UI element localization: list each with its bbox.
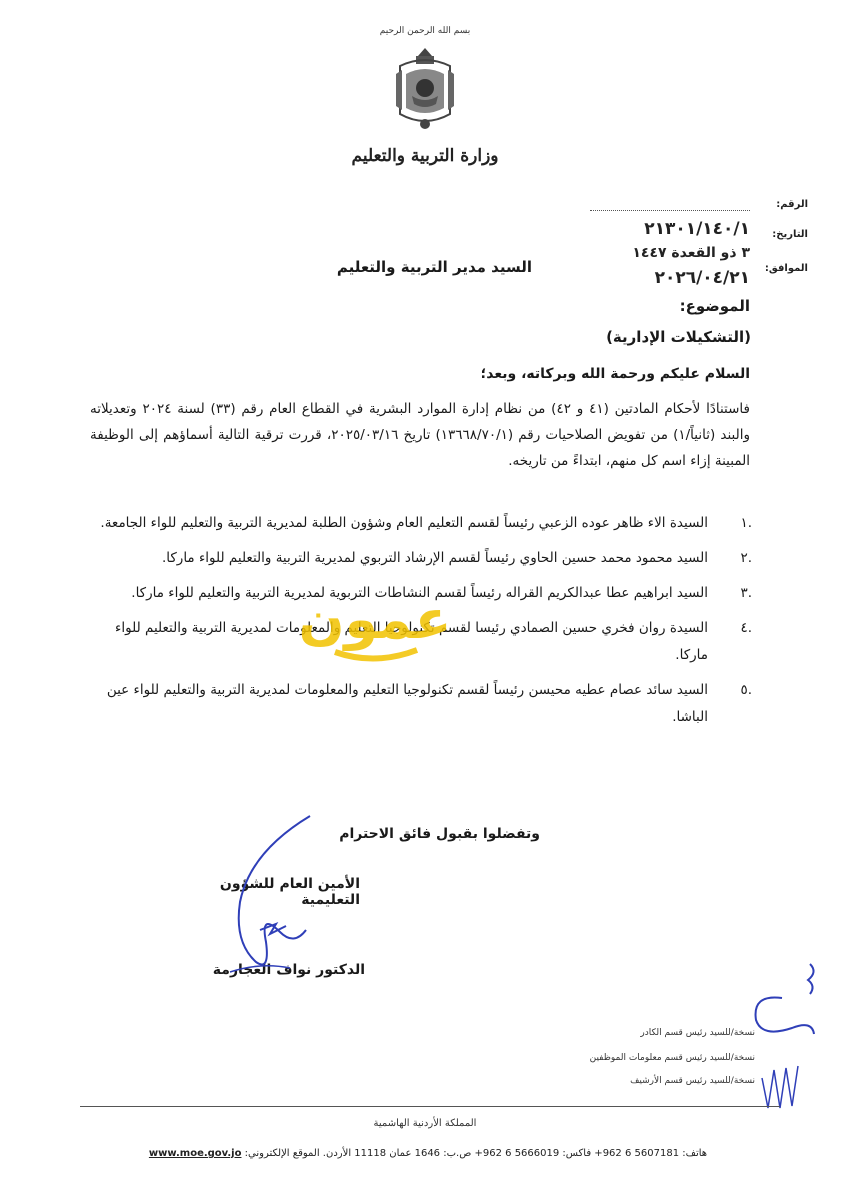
list-item-number: .٣ [740,585,752,601]
closing-phrase: وتفضلوا بقبول فائق الاحترام [339,826,540,842]
signature-icon [210,812,320,982]
initials-signature-icon [722,958,822,1128]
list-item [90,510,752,537]
greeting: السلام عليكم ورحمة الله وبركاته، وبعد؛ [480,366,750,382]
list-item-number: .٥ [740,682,752,698]
reference-number-label: الرقم: [776,199,808,210]
list-item-text: السيد محمود محمد حسين الحاوي رئيساً لقسم الإرشاد التربوي لمديرية التربية والتعليم للواء ماركا. [161,550,708,566]
list-item-text: السيد ابراهيم عطا عبدالكريم القراله رئيساً لقسم النشاطات التربوية لمديرية التربية والتعليم للواء ماركا. [131,585,708,601]
intro-paragraph: فاستنادًا لأحكام المادتين (٤١ و ٤٢) من نظام إدارة الموارد البشرية في القطاع العام رقم (٣٣) لسنة ٢٠٢٤ وتعديلاته والبند (ثانياً/١) من تفويض الصلاحيات رقم (١٣٦٦٨/٧٠/١) تاريخ ٢٠٢٥/٠٣/١٦، قررت ترقية التالية أسماؤهم إلى الوظيفة المبينة إزاء اسم كل منهم، ابتداءً من تاريخه. [90,401,751,469]
hijri-date: ٣ ذو القعدة ١٤٤٧ [632,245,750,261]
copy-recipient: نسخة/للسيد رئيس قسم الكادر [640,1028,755,1038]
footer-contact-details: هاتف: 5607181 6 962+ فاكس: 5666019 6 962+ ص.ب: 1646 عمان 11118 الأردن. الموقع الإلكتروني: [244,1148,708,1159]
reference-corresponding-label: الموافق: [764,263,808,274]
list-item-text: السيدة الاء ظاهر عوده الزعبي رئيساً لقسم التعليم العام وشؤون الطلبة لمديرية التربية والتعليم للواء الجامعة. [100,515,708,531]
footer-contacts [118,1148,738,1159]
list-item-number: .١ [740,515,752,531]
basmala: بسم الله الرحمن الرحيم [379,26,471,36]
copy-recipient: نسخة/للسيد رئيس قسم معلومات الموظفين [589,1053,755,1063]
signer-title: الأمين العام للشؤون التعليمية [219,876,360,908]
ministry-name: وزارة التربية والتعليم [351,146,499,166]
watermark-text: عمون [298,588,452,651]
list-item-number: .٤ [740,620,752,636]
website-link[interactable]: www.moe.gov.jo [148,1148,242,1159]
watermark-logo [295,566,455,676]
coat-of-arms-icon [392,44,458,136]
addressee: السيد مدير التربية والتعليم [336,258,532,276]
footer-divider [80,1106,780,1107]
list-item-text: السيد سائد عصام عطيه محيسن رئيساً لقسم تكنولوجيا التعليم والمعلومات لمديرية التربية والتعليم للواء عين الباشا. [106,682,708,725]
reference-number: ٢١٣٠١/١٤٠/١ [644,219,750,239]
subject-text: (التشكيلات الإدارية) [606,328,751,346]
subject-label: الموضوع: [679,297,750,315]
list-item-number: .٢ [740,550,752,566]
copy-recipient: نسخة/للسيد رئيس قسم الأرشيف [630,1076,755,1086]
gregorian-date: ٢٠٢٦/٠٤/٢١ [654,268,750,288]
reference-number-line [590,210,750,211]
signer-name: الدكتور نواف العجارمة [212,962,365,978]
list-item-text: السيدة روان فخري حسين الصمادي رئيسا لقسم تكنولوجيا التعليم والمعلومات لمديرية التربية والتعليم للواء ماركا. [115,620,708,663]
list-item [90,677,752,731]
footer-country: المملكة الأردنية الهاشمية [373,1118,477,1129]
reference-date-label: التاريخ: [772,229,808,240]
